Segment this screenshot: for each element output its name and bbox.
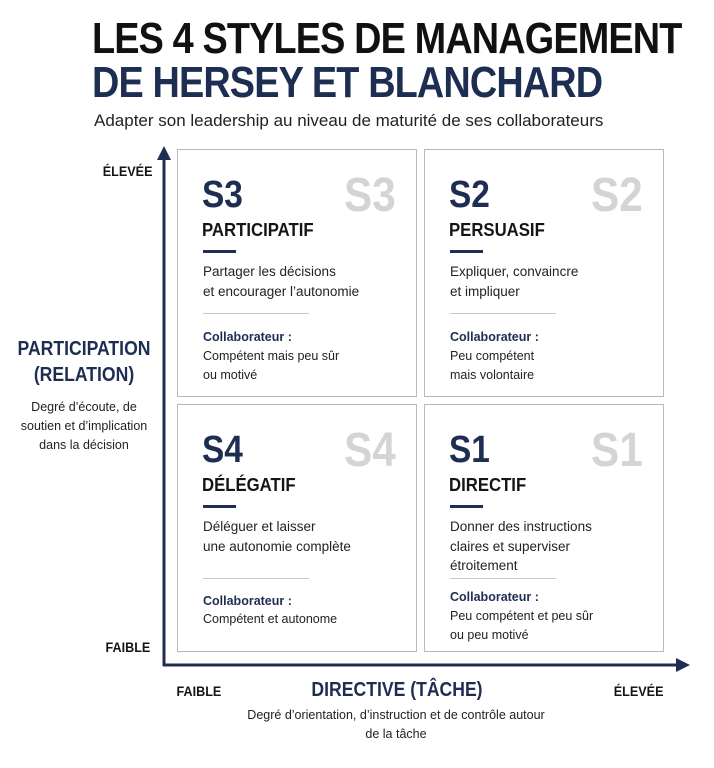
collaborator-line: ou motivé — [203, 368, 258, 382]
divider — [203, 313, 309, 314]
collaborator-line: Peu compétent et peu sûr — [450, 609, 594, 623]
collaborator-description — [450, 607, 650, 645]
collaborator-line: mais volontaire — [450, 368, 535, 382]
collaborator-line: Peu compétent — [450, 349, 535, 363]
description-line: Expliquer, convaincre — [450, 264, 579, 279]
x-axis-arrow — [676, 658, 690, 672]
quadrant-code-watermark: S3 — [344, 169, 396, 222]
quadrant-style-name: DIRECTIF — [449, 475, 527, 495]
quadrant-s3-card — [177, 149, 417, 397]
collaborator-label: Collaborateur : — [450, 590, 539, 604]
collaborator-description — [203, 347, 403, 385]
accent-bar — [203, 505, 236, 508]
collaborator-line: Compétent et autonome — [203, 612, 338, 626]
y-axis-description: Degré d’écoute, de soutien et d’implication dans la décision — [20, 400, 148, 452]
x-axis-high-label: ÉLEVÉE — [613, 683, 664, 699]
collaborator-label: Collaborateur : — [203, 330, 292, 344]
collaborator-description — [450, 347, 650, 385]
quadrant-code: S1 — [449, 429, 490, 471]
collaborator-description — [203, 610, 403, 629]
description-line: et impliquer — [450, 283, 520, 299]
accent-bar — [450, 250, 483, 253]
y-axis-low-label: FAIBLE — [105, 639, 151, 655]
quadrant-code-watermark: S4 — [344, 424, 396, 477]
accent-bar — [203, 250, 236, 253]
description-line: Partager les décisions — [203, 264, 336, 279]
quadrant-code-watermark: S2 — [591, 169, 643, 222]
divider — [203, 578, 309, 579]
y-axis-high-label: ÉLEVÉE — [102, 163, 153, 179]
quadrant-code: S2 — [449, 174, 490, 216]
quadrant-s4-card — [177, 404, 417, 652]
x-axis-description: Degré d’orientation, d’instruction et de contrôle autour de la tâche — [247, 708, 545, 741]
quadrant-code: S4 — [202, 429, 243, 471]
y-axis-title-line2: (RELATION) — [33, 364, 135, 386]
collaborator-label: Collaborateur : — [203, 594, 292, 608]
quadrant-style-name: DÉLÉGATIF — [202, 475, 296, 495]
quadrant-code-watermark: S1 — [591, 424, 643, 477]
quadrant-style-name: PERSUASIF — [449, 220, 545, 240]
accent-bar — [450, 505, 483, 508]
collaborator-line: Compétent mais peu sûr — [203, 349, 340, 363]
x-axis-title: DIRECTIVE (TÂCHE) — [311, 679, 483, 701]
quadrant-code: S3 — [202, 174, 243, 216]
collaborator-line: ou peu motivé — [450, 628, 529, 642]
description-line: Déléguer et laisser — [203, 519, 316, 534]
quadrant-s2-card — [424, 149, 664, 397]
y-axis-title-line1: PARTICIPATION — [17, 338, 151, 360]
subtitle: Adapter son leadership au niveau de maturité de ses collaborateurs — [94, 111, 604, 130]
divider — [450, 578, 556, 579]
collaborator-label: Collaborateur : — [450, 330, 539, 344]
description-line: et encourager l’autonomie — [203, 283, 360, 299]
main-title-line2: DE HERSEY ET BLANCHARD — [92, 58, 603, 107]
description-line: Donner des instructions — [450, 519, 592, 534]
y-axis-arrow — [157, 146, 171, 160]
quadrant-s1-card — [424, 404, 664, 652]
description-line: une autonomie complète — [203, 538, 351, 554]
x-axis-low-label: FAIBLE — [176, 683, 222, 699]
main-title-line1: LES 4 STYLES DE MANAGEMENT — [92, 14, 682, 63]
description-line: claires et superviser — [450, 538, 571, 554]
description-line: étroitement — [450, 558, 518, 573]
y-axis-title — [6, 336, 162, 388]
quadrant-description — [450, 262, 650, 301]
quadrant-description — [450, 517, 650, 576]
quadrant-description — [203, 517, 403, 556]
quadrant-style-name: PARTICIPATIF — [202, 220, 314, 240]
quadrant-description — [203, 262, 403, 301]
divider — [450, 313, 556, 314]
